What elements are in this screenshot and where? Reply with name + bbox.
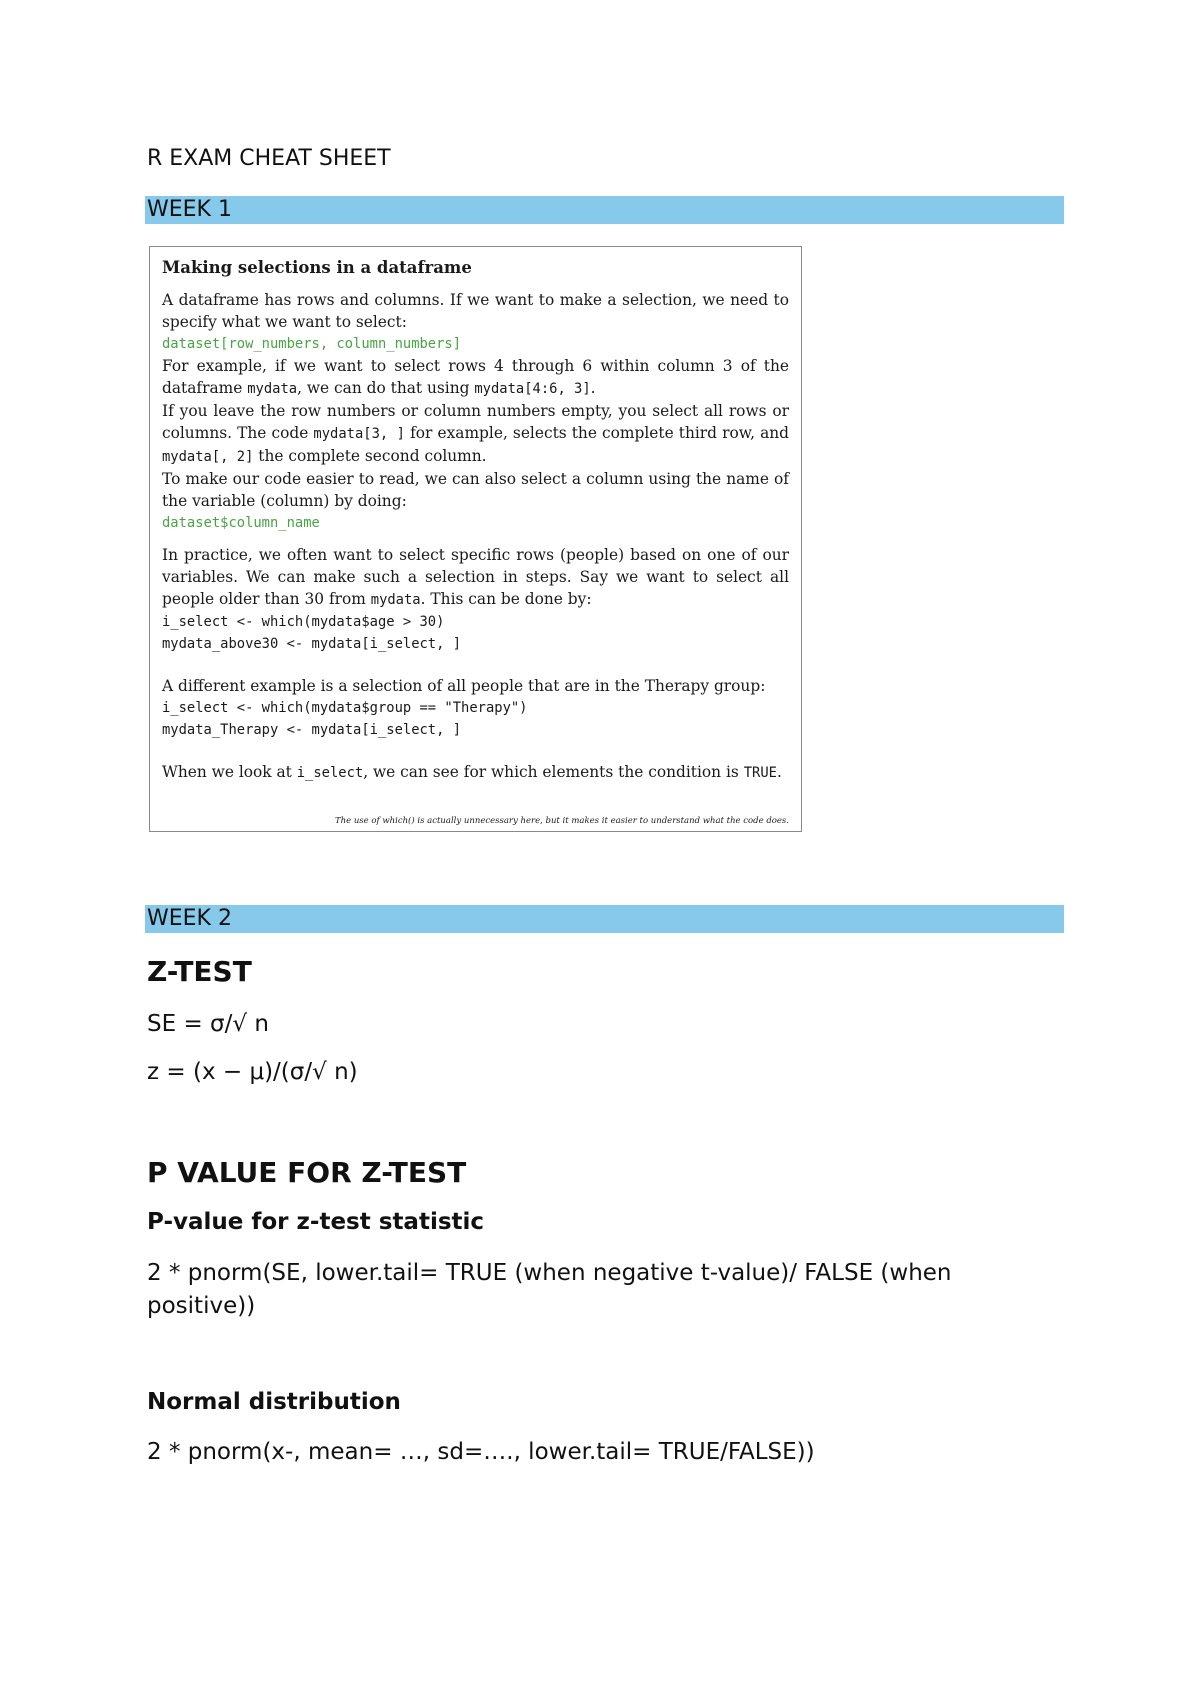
code-column-name: dataset$column_name — [162, 515, 320, 531]
text-span: For example, if we want to select rows 4 through 6 within column 3 of the dataframe — [162, 357, 789, 397]
code-therapy-select: i_select <- which(mydata$group == "Therapy") — [162, 700, 528, 716]
text-span: . — [590, 379, 596, 397]
text-span: In practice, we often want to select specific rows (people) based on one of our variables. We can make such a selection in steps. Say we want to select all people older than 30 from — [162, 546, 789, 608]
spacer — [162, 655, 789, 675]
figure-paragraph-1: A dataframe has rows and columns. If we want to make a selection, we need to specify what we want to select: — [162, 291, 789, 331]
week2-band: WEEK 2 — [145, 905, 1064, 933]
pvalue-pnorm-code: 2 * pnorm(SE, lower.tail= TRUE (when negative t-value)/ FALSE (when positive)) — [147, 1260, 952, 1319]
figure-paragraph-4: To make our code easier to read, we can also select a column using the name of the variable (column) by doing: — [162, 470, 789, 510]
figure-paragraph-7 — [162, 761, 789, 784]
text-span: When we look at — [162, 763, 297, 781]
spacer — [162, 741, 789, 761]
document-title: R EXAM CHEAT SHEET — [147, 146, 391, 171]
normal-pnorm-code: 2 * pnorm(x-, mean= …, sd=…., lower.tail= TRUE/FALSE)) — [147, 1439, 815, 1465]
pvalue-heading: P VALUE FOR Z-TEST — [147, 1156, 467, 1189]
z-formula: z = (x − μ)/(σ/√ n) — [147, 1059, 358, 1085]
code-age-subset: mydata_above30 <- mydata[i_select, ] — [162, 636, 462, 652]
figure-heading: Making selections in a dataframe — [162, 258, 472, 277]
inline-code: mydata[4:6, 3] — [474, 381, 591, 397]
figure-paragraph-2 — [162, 355, 789, 400]
inline-code: mydata[3, ] — [313, 426, 405, 442]
text-span: , we can do that using — [297, 379, 475, 397]
normal-distribution-subheading: Normal distribution — [147, 1389, 401, 1415]
code-therapy-subset: mydata_Therapy <- mydata[i_select, ] — [162, 722, 462, 738]
text-span: the complete second column. — [253, 447, 487, 465]
week1-band: WEEK 1 — [145, 196, 1064, 224]
code-age-select: i_select <- which(mydata$age > 30) — [162, 614, 445, 630]
figure-paragraph-3 — [162, 400, 789, 468]
inline-code: mydata — [370, 592, 421, 608]
spacer — [162, 534, 789, 544]
selections-figure — [149, 246, 802, 832]
text-span: , we can see for which elements the condition is — [363, 763, 744, 781]
se-formula: SE = σ/√ n — [147, 1011, 269, 1037]
text-span: for example, selects the complete third row, and — [405, 424, 790, 442]
text-span: . — [776, 763, 782, 781]
figure-footnote: The use of which() is actually unnecessary here, but it makes it easier to understand what the code does. — [334, 816, 789, 826]
inline-code: i_select — [296, 765, 364, 781]
ztest-heading: Z-TEST — [147, 955, 252, 988]
pvalue-subheading: P-value for z-test statistic — [147, 1209, 485, 1235]
figure-paragraph-6: A different example is a selection of all people that are in the Therapy group: — [162, 677, 766, 695]
inline-code: mydata[, 2] — [162, 449, 254, 465]
inline-code: TRUE — [743, 765, 777, 781]
text-span: . This can be done by: — [420, 590, 592, 608]
inline-code: mydata — [247, 381, 298, 397]
code-dataset-selection: dataset[row_numbers, column_numbers] — [162, 336, 462, 352]
figure-paragraph-5 — [162, 544, 789, 611]
text-span: If you leave the row numbers or column numbers empty, you select all rows or columns. The code — [162, 402, 789, 442]
